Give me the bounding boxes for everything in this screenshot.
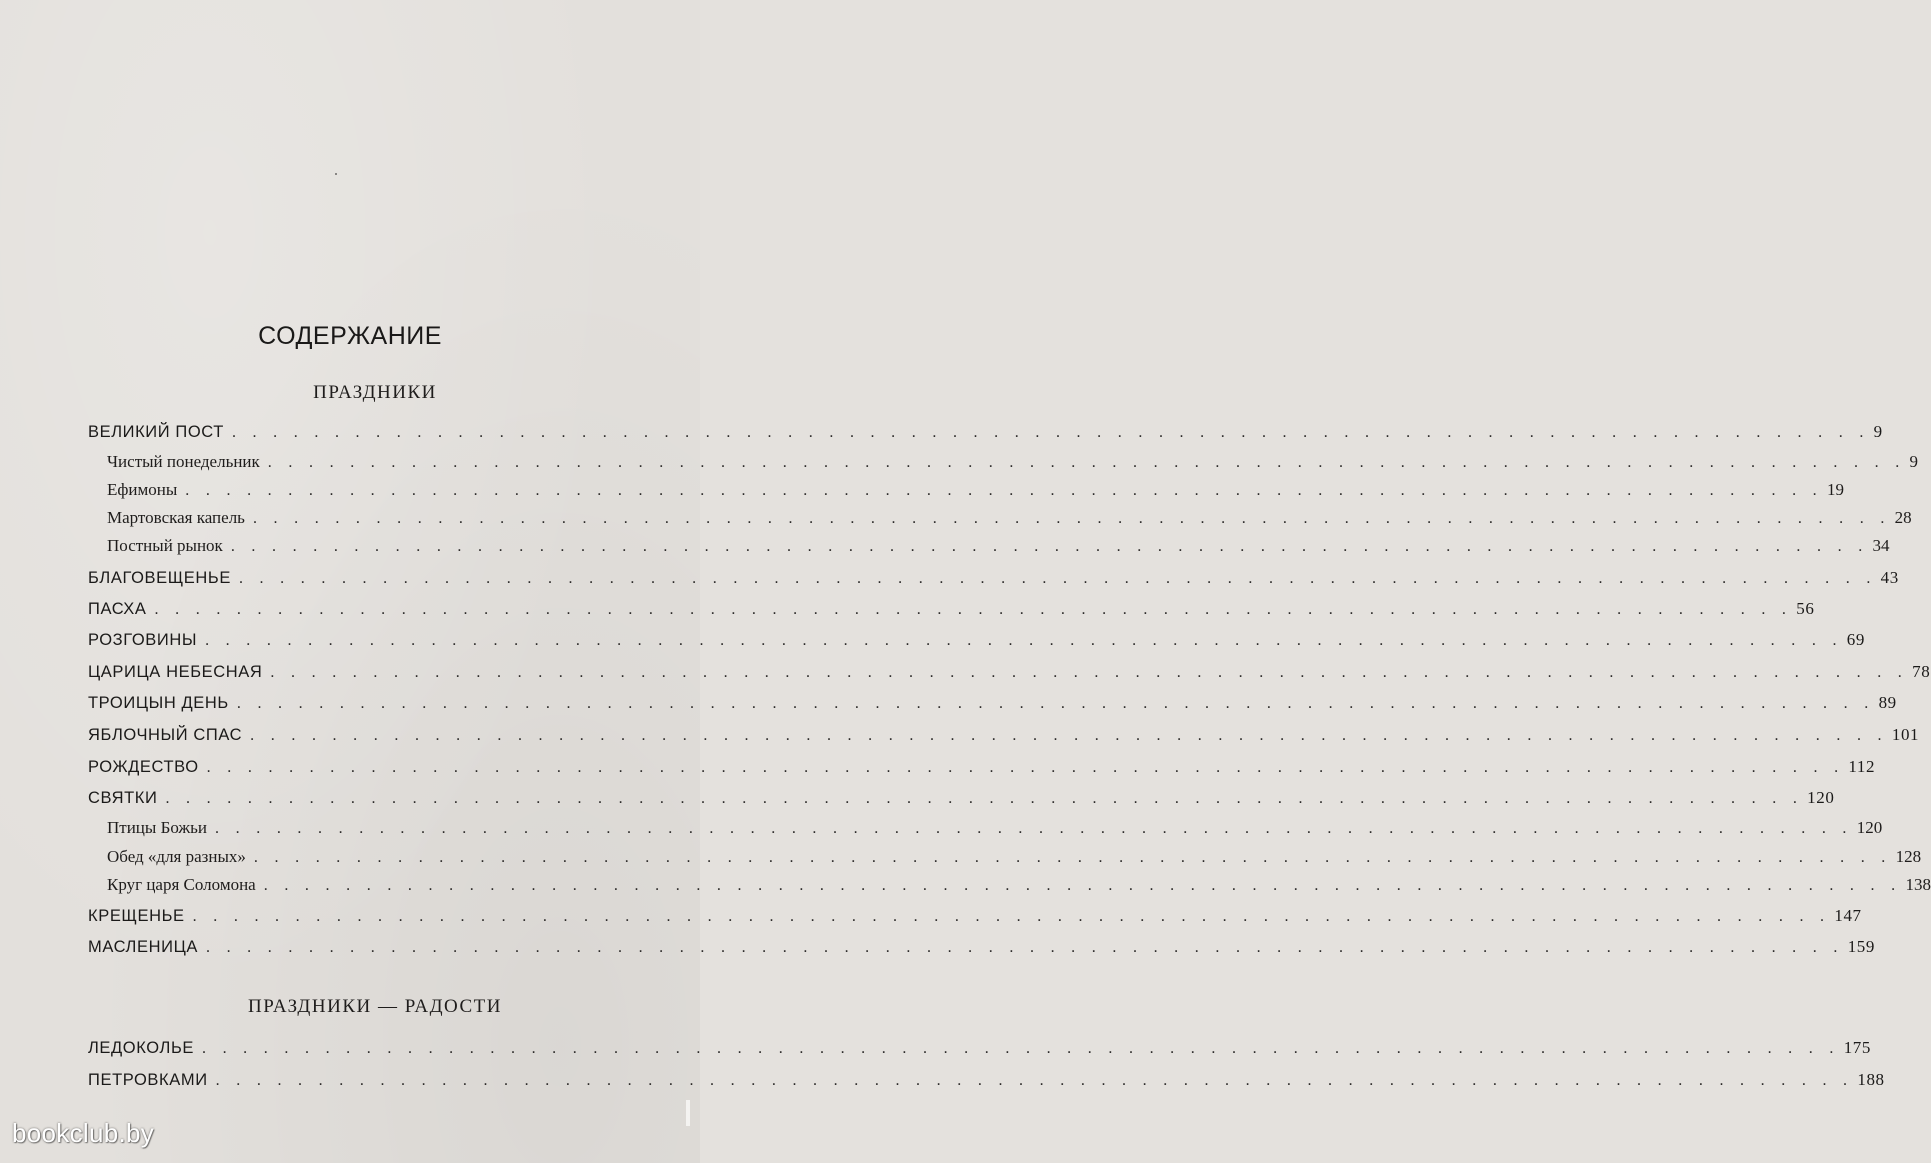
toc-entry: [88, 534, 1890, 558]
toc-leader-dots: . . . . . . . . . . . . . . . . . . . . . . . . . . . . . . . . . . . . . . . . . . . . . . . . . . . . . . . . . . . . . . . . . . . . . . . . . . . . . . . .: [231, 424, 1870, 441]
toc-entry-label: КРЕЩЕНЬЕ: [88, 907, 185, 925]
toc-entry-page-number: 147: [1834, 906, 1862, 925]
toc-entry-label: Птицы Божьи: [107, 818, 208, 837]
toc-entry-label: Мартовская капель: [107, 508, 245, 527]
toc-entry: [88, 816, 1883, 840]
toc-entry: [88, 420, 1883, 444]
section-heading-holidays: ПРАЗДНИКИ: [313, 382, 437, 403]
toc-entry-page-number: 34: [1872, 536, 1890, 555]
page-edge-mark: [686, 1100, 690, 1126]
paper-speck: [335, 173, 337, 175]
toc-leader-dots: . . . . . . . . . . . . . . . . . . . . . . . . . . . . . . . . . . . . . . . . . . . . . . . . . . . . . . . . . . . . . . . . . . . . . . . . . . . . . . . .: [205, 632, 1843, 649]
toc-leader-dots: . . . . . . . . . . . . . . . . . . . . . . . . . . . . . . . . . . . . . . . . . . . . . . . . . . . . . . . . . . . . . . . . . . . . . . . . . . . . . . . .: [252, 510, 1891, 527]
toc-entry-label: РОЗГОВИНЫ: [88, 631, 198, 649]
toc-entry-label: БЛАГОВЕЩЕНЬЕ: [88, 569, 231, 587]
toc-entry: [88, 597, 1815, 621]
toc-leader-dots: . . . . . . . . . . . . . . . . . . . . . . . . . . . . . . . . . . . . . . . . . . . . . . . . . . . . . . . . . . . . . . . . . . . . . . . . . . . . . . . .: [215, 1072, 1854, 1089]
toc-leader-dots: . . . . . . . . . . . . . . . . . . . . . . . . . . . . . . . . . . . . . . . . . . . . . . . . . . . . . . . . . . . . . . . . . . . . . . . . . . . . . . . .: [236, 695, 1875, 712]
toc-leader-dots: . . . . . . . . . . . . . . . . . . . . . . . . . . . . . . . . . . . . . . . . . . . . . . . . . . . . . . . . . . . . . . . . . . . . . . . . . . . . . . . .: [270, 664, 1909, 681]
toc-entry-label: Ефимоны: [107, 480, 178, 499]
toc-entry-label: Обед «для разных»: [107, 847, 246, 866]
toc-entry-page-number: 28: [1894, 508, 1912, 527]
toc-entry: [88, 478, 1844, 502]
toc-entry-page-number: 188: [1857, 1070, 1885, 1089]
toc-entry: [88, 723, 1920, 747]
page-title: СОДЕРЖАНИЕ: [258, 322, 442, 350]
toc-leader-dots: . . . . . . . . . . . . . . . . . . . . . . . . . . . . . . . . . . . . . . . . . . . . . . . . . . . . . . . . . . . . . . . . . . . . . . . . . . . . . . . .: [185, 482, 1823, 499]
toc-entry-page-number: 101: [1891, 725, 1920, 744]
toc-entry-label: ВЕЛИКИЙ ПОСТ: [88, 423, 224, 441]
toc-entry-label: РОЖДЕСТВО: [88, 758, 199, 776]
toc-entry-page-number: 120: [1807, 788, 1835, 807]
toc-entry-label: МАСЛЕНИЦА: [88, 938, 198, 956]
toc-entry: [88, 566, 1899, 590]
toc-entry-page-number: 69: [1846, 630, 1865, 649]
toc-leader-dots: . . . . . . . . . . . . . . . . . . . . . . . . . . . . . . . . . . . . . . . . . . . . . . . . . . . . . . . . . . . . . . . . . . . . . . . . . . . . . . . .: [263, 877, 1902, 894]
toc-entry-page-number: 138: [1905, 875, 1931, 894]
toc-entry-page-number: 175: [1843, 1038, 1871, 1057]
section-heading-holidays-joys: ПРАЗДНИКИ — РАДОСТИ: [247, 996, 503, 1017]
toc-entry-page-number: 120: [1856, 818, 1883, 837]
toc-entry-page-number: 112: [1848, 757, 1876, 776]
toc-entry: [88, 450, 1918, 474]
toc-entry: [88, 1036, 1871, 1060]
toc-leader-dots: . . . . . . . . . . . . . . . . . . . . . . . . . . . . . . . . . . . . . . . . . . . . . . . . . . . . . . . . . . . . . . . . . . . . . . . . . . . . . . . .: [230, 538, 1869, 555]
toc-entry-page-number: 43: [1880, 568, 1899, 587]
toc-entry-label: ТРОИЦЫН ДЕНЬ: [88, 694, 229, 712]
toc-entry: [88, 786, 1835, 810]
toc-entry: [88, 628, 1865, 652]
toc-entry: [88, 660, 1931, 684]
toc-leader-dots: . . . . . . . . . . . . . . . . . . . . . . . . . . . . . . . . . . . . . . . . . . . . . . . . . . . . . . . . . . . . . . . . . . . . . . . . . . . . . . . .: [215, 820, 1853, 837]
toc-entry-label: СВЯТКИ: [88, 789, 158, 807]
toc-entry: [88, 755, 1876, 779]
toc-entry-label: ЛЕДОКОЛЬЕ: [88, 1039, 194, 1057]
toc-leader-dots: . . . . . . . . . . . . . . . . . . . . . . . . . . . . . . . . . . . . . . . . . . . . . . . . . . . . . . . . . . . . . . . . . . . . . . . . . . . . . . . .: [267, 454, 1906, 471]
toc-entry-label: Постный рынок: [107, 536, 223, 555]
toc-entry-label: Чистый понедельник: [107, 452, 260, 471]
toc-entry-label: ПЕТРОВКАМИ: [88, 1071, 208, 1089]
toc-entry-label: ЦАРИЦА НЕБЕСНАЯ: [88, 663, 263, 681]
toc-entry-page-number: 128: [1895, 847, 1922, 866]
toc-entry-page-number: 159: [1847, 937, 1875, 956]
toc-entry-label: Круг царя Соломона: [107, 875, 256, 894]
toc-entry: [88, 935, 1875, 959]
toc-entry: [88, 904, 1862, 928]
toc-entry: [88, 845, 1922, 869]
toc-entry-page-number: 56: [1796, 599, 1815, 618]
toc-entry: [88, 1068, 1885, 1092]
toc-leader-dots: . . . . . . . . . . . . . . . . . . . . . . . . . . . . . . . . . . . . . . . . . . . . . . . . . . . . . . . . . . . . . . . . . . . . . . . . . . . . . . . .: [253, 849, 1892, 866]
toc-leader-dots: . . . . . . . . . . . . . . . . . . . . . . . . . . . . . . . . . . . . . . . . . . . . . . . . . . . . . . . . . . . . . . . . . . . . . . . . . . . . . . . .: [206, 759, 1845, 776]
toc-leader-dots: . . . . . . . . . . . . . . . . . . . . . . . . . . . . . . . . . . . . . . . . . . . . . . . . . . . . . . . . . . . . . . . . . . . . . . . . . . . . . . . .: [205, 939, 1844, 956]
toc-entry-page-number: 9: [1873, 422, 1883, 441]
toc-entry: [88, 691, 1897, 715]
toc-entry: [88, 873, 1931, 897]
toc-entry-page-number: 78: [1912, 662, 1931, 681]
toc-entry-label: ПАСХА: [88, 600, 147, 618]
toc-leader-dots: . . . . . . . . . . . . . . . . . . . . . . . . . . . . . . . . . . . . . . . . . . . . . . . . . . . . . . . . . . . . . . . . . . . . . . . . . . . . . . . .: [192, 908, 1831, 925]
toc-entry-page-number: 89: [1878, 693, 1897, 712]
toc-leader-dots: . . . . . . . . . . . . . . . . . . . . . . . . . . . . . . . . . . . . . . . . . . . . . . . . . . . . . . . . . . . . . . . . . . . . . . . . . . . . . . . .: [250, 727, 1888, 744]
toc-leader-dots: . . . . . . . . . . . . . . . . . . . . . . . . . . . . . . . . . . . . . . . . . . . . . . . . . . . . . . . . . . . . . . . . . . . . . . . . . . . . . . . .: [154, 601, 1793, 618]
toc-entry-page-number: 19: [1826, 480, 1844, 499]
toc-entry-label: ЯБЛОЧНЫЙ СПАС: [88, 726, 243, 744]
toc-entry: [88, 506, 1912, 530]
toc-leader-dots: . . . . . . . . . . . . . . . . . . . . . . . . . . . . . . . . . . . . . . . . . . . . . . . . . . . . . . . . . . . . . . . . . . . . . . . . . . . . . . . .: [201, 1040, 1840, 1057]
toc-leader-dots: . . . . . . . . . . . . . . . . . . . . . . . . . . . . . . . . . . . . . . . . . . . . . . . . . . . . . . . . . . . . . . . . . . . . . . . . . . . . . . . .: [238, 570, 1877, 587]
watermark: bookclub.by: [12, 1118, 155, 1148]
toc-leader-dots: . . . . . . . . . . . . . . . . . . . . . . . . . . . . . . . . . . . . . . . . . . . . . . . . . . . . . . . . . . . . . . . . . . . . . . . . . . . . . . . .: [165, 790, 1804, 807]
toc-entry-page-number: 9: [1909, 452, 1918, 471]
